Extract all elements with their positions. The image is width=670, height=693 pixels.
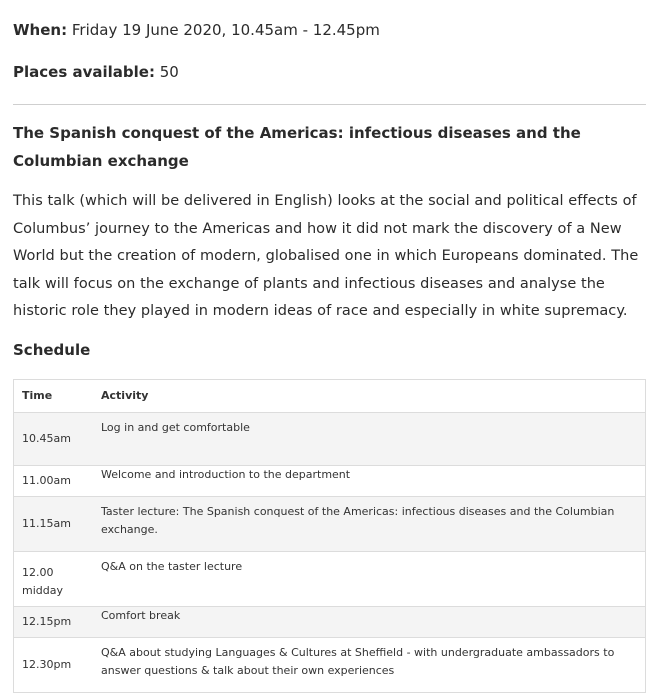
- row-activity: Taster lecture: The Spanish conquest of the Americas: infectious diseases and the Columbian exchange.: [93, 496, 646, 551]
- places-value: 50: [159, 63, 179, 81]
- table-row: [14, 606, 646, 637]
- table-row: [14, 637, 646, 692]
- column-header-time: Time: [22, 389, 53, 402]
- schedule-table: [13, 379, 646, 693]
- column-header-activity: Activity: [101, 389, 149, 402]
- places-label: Places available:: [13, 63, 155, 81]
- event-places: [13, 62, 646, 82]
- when-value: Friday 19 June 2020, 10.45am - 12.45pm: [71, 21, 380, 39]
- divider: [13, 104, 646, 105]
- row-time: 12.00 midday: [14, 551, 94, 606]
- talk-description: This talk (which will be delivered in English) looks at the social and political effects of Columbus’ journey to the Americas and how it did not mark the discovery of a New World but the creation of modern, globalised one in which Europeans dominated. The talk will focus on the exchange of plants and infectious diseases and analyse the historic role they played in modern ideas of race and especially in white supremacy.: [13, 193, 639, 319]
- schedule-heading: Schedule: [13, 340, 91, 359]
- row-time: 11.15am: [14, 496, 94, 551]
- row-activity: Q&A about studying Languages & Cultures at Sheffield - with undergraduate ambassadors to answer questions & talk about their own experiences: [93, 637, 646, 692]
- row-activity: Welcome and introduction to the department: [93, 465, 646, 496]
- talk-title: The Spanish conquest of the Americas: infectious diseases and the Columbian exchange: [13, 124, 581, 170]
- row-activity: Comfort break: [93, 606, 646, 637]
- when-label: When:: [13, 21, 68, 39]
- table-row: [14, 465, 646, 496]
- table-header-row: [14, 379, 646, 412]
- row-time: 12.15pm: [14, 606, 94, 637]
- table-row: [14, 551, 646, 606]
- row-activity: Log in and get comfortable: [93, 412, 646, 465]
- event-when: [13, 0, 646, 40]
- row-time: 11.00am: [14, 465, 94, 496]
- table-row: [14, 412, 646, 465]
- row-activity: Q&A on the taster lecture: [93, 551, 646, 606]
- table-row: [14, 496, 646, 551]
- row-time: 10.45am: [14, 412, 94, 465]
- row-time: 12.30pm: [14, 637, 94, 692]
